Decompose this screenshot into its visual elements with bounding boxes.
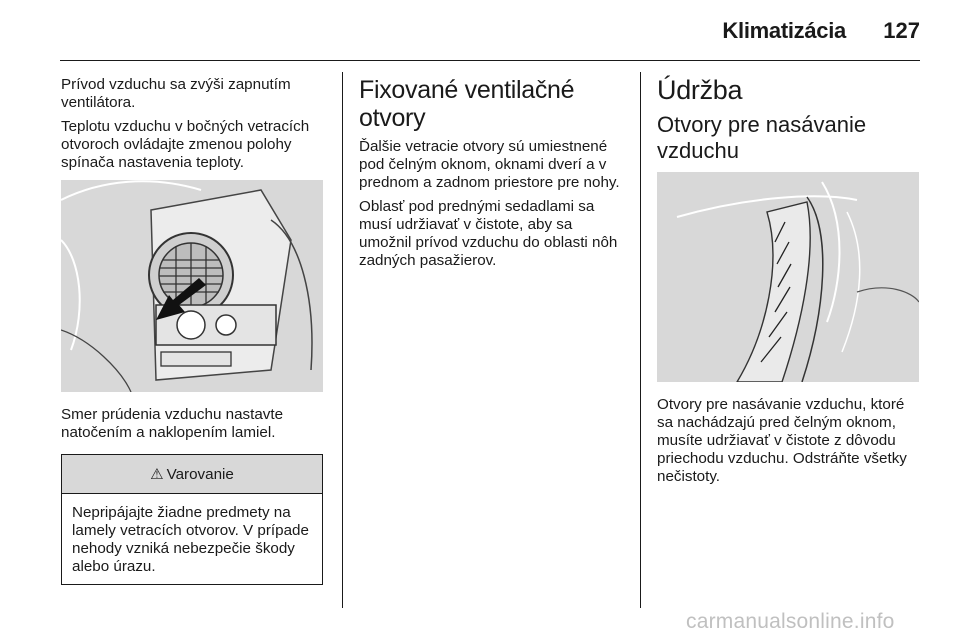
subheading-air-intakes: Otvory pre nasávanie vzduchu (657, 112, 867, 163)
warning-box (61, 454, 323, 585)
paragraph-intake-cleaning: Otvory pre nasávanie vzduchu, ktoré sa nachádzajú pred čelným oknom, musíte udržiavať v čistote z dôvodu priechodu vzduchu. Odstráňte všetky nečistoty. (657, 396, 907, 485)
warning-text: Nepripájajte žiadne predmety na lamely vetracích otvorov. V prípade nehody vzniká nebezpečie škody alebo úrazu. (72, 504, 309, 575)
heading-fixed-vents: Fixované ventilačné otvory (359, 76, 575, 132)
air-intake-illustration (657, 172, 919, 382)
paragraph-temperature: Teplotu vzduchu v bočných vetracích otvoroch ovládajte zmenou polohy spínača nastavenia teploty. (61, 118, 310, 171)
warning-triangle-icon: ⚠ (150, 466, 164, 483)
heading-maintenance: Údržba (657, 75, 743, 105)
side-vent-drawing (61, 180, 323, 392)
column-2 (359, 76, 625, 276)
column-3 (657, 76, 923, 492)
paragraph-fan: Prívod vzduchu sa zvýši zapnutím ventilátora. (61, 76, 291, 111)
side-vent-illustration (61, 180, 323, 392)
paragraph-under-seats: Oblasť pod prednými sedadlami sa musí udržiavať v čistote, aby sa umožnil prívod vzduchu do oblasti nôh zadných pasažierov. (359, 198, 618, 269)
column-1 (61, 76, 327, 585)
header-rule (60, 60, 920, 61)
paragraph-other-vents: Ďalšie vetracie otvory sú umiestnené pod čelným oknom, oknami dverí a v prednom a zadnom priestore pre nohy. (359, 138, 620, 191)
warning-title: Varovanie (166, 465, 234, 483)
paragraph-direction: Smer prúdenia vzduchu nastavte natočením a naklopením lamiel. (61, 406, 284, 441)
column-divider-1 (342, 72, 343, 608)
air-intake-drawing (657, 172, 919, 382)
chapter-title: Klimatizácia (722, 18, 846, 43)
warning-body (62, 494, 322, 584)
watermark-text: carmanualsonline.info (686, 610, 895, 633)
page-number: 127 (883, 18, 920, 43)
column-divider-2 (640, 72, 641, 608)
warning-header (62, 455, 322, 494)
